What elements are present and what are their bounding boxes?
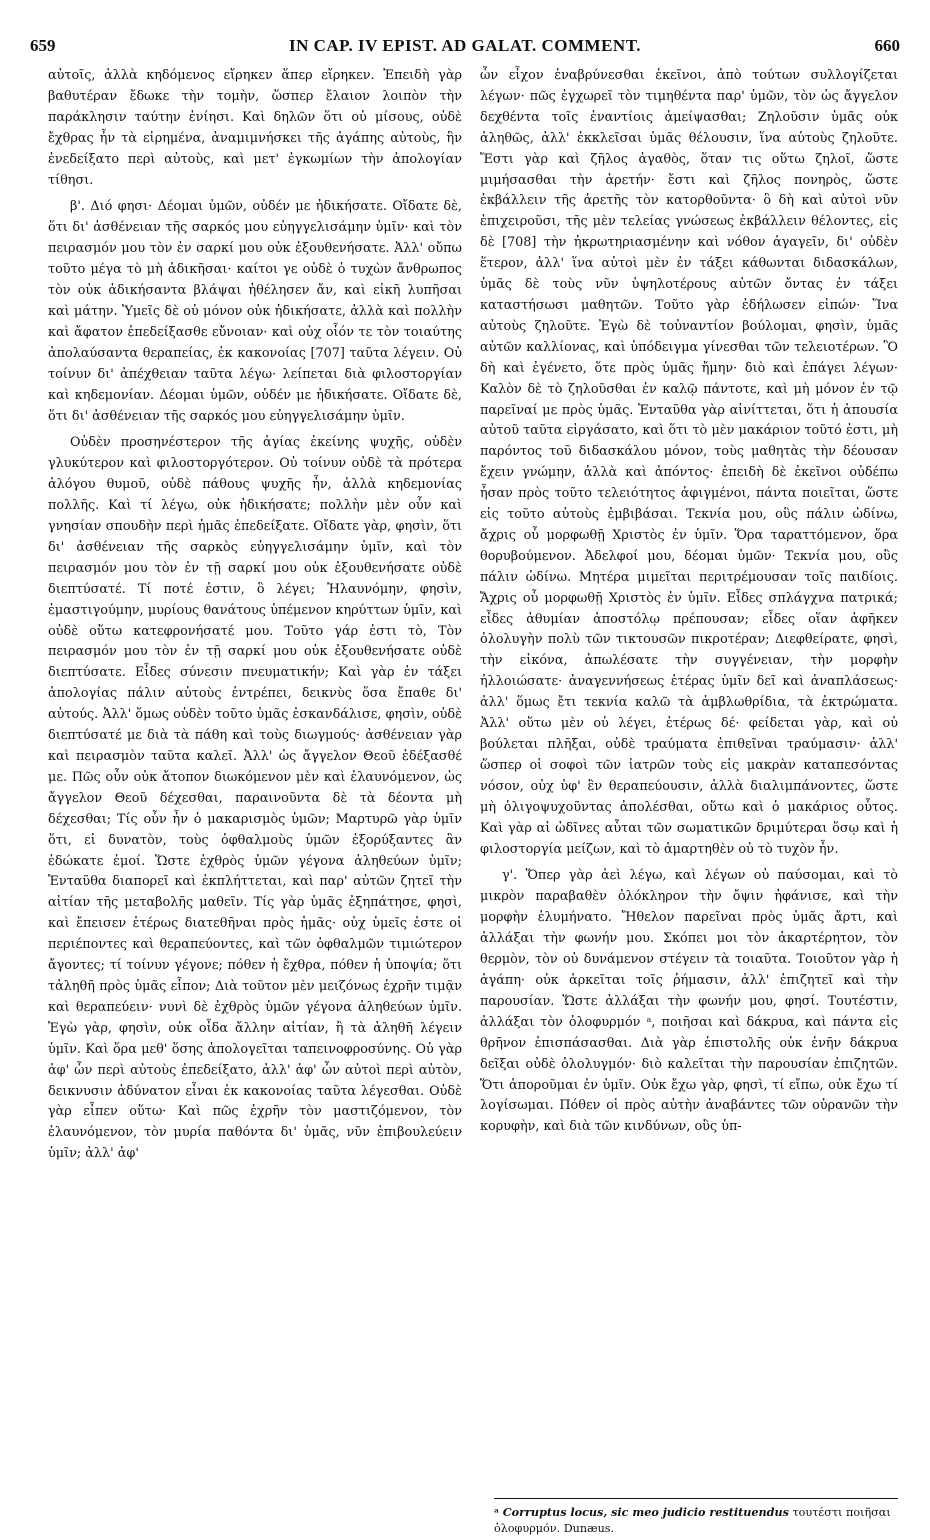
page-number-left: 659 xyxy=(30,36,56,55)
paragraph: ὧν εἶχον ἐναβρύνεσθαι ἐκεῖνοι, ἀπὸ τούτων συλλογίζεται λέγων· πῶς ἐγχωρεῖ τὸν τιμηθέντα παρ' ὑμῶν, τὸν ὡς ἄγγελον δεχθέντα τοῖς ἐναντίοις ἀμείψασθαι; Ζηλοῦσιν ὑμᾶς οὐκ ἀληθῶς, ἀλλ' ἐκκλεῖσαι ὑμᾶς θέλουσιν, ἵνα αὐτοὺς ζηλοῦτε. Ἔστι γὰρ καὶ ζῆλος ἀγαθὸς, ὅταν τις οὕτω ζηλοῖ, ὥστε μιμήσασθαι τὴν ἀρετήν· ἔστι καὶ ζῆλος πονηρὸς, ὥστε ἐκβάλλειν τῆς ἀρετῆς τὸν κατορθοῦντα· ὃ δὴ καὶ αὐτοὶ νῦν ἐπιχειροῦσι, τῆς μὲν τελείας γνώσεως ἐκβάλλειν θέλοντες, εἰς δὲ [708] τὴν ἠκρωτηριασμένην καὶ νόθον ἀγαγεῖν, δι' οὐδὲν ἕτερον, ἀλλ' ἵνα αὐτοὶ μὲν ἐν τάξει κάθωνται διδασκάλων, ὑμᾶς δὲ τοὺς νῦν ὑψηλοτέρους αὐτῶν ὄντας ἐν τάξει καταστήσωσι μαθητῶν. Τοῦτο γὰρ ἐδήλωσεν εἰπών· Ἵνα αὐτοὺς ζηλοῦτε. Ἐγὼ δὲ τοὐναντίον βούλομαι, φησὶν, ὑμᾶς αὐτῶν καλλίονας, καὶ ὑπόδειγμα γίνεσθαι τῶν τελειοτέρων. Ὃ δὴ καὶ ἐγένετο, ὅτε πρὸς ὑμᾶς ἤμην· διὸ καὶ ἐπάγει λέγων· Καλὸν δὲ τὸ ζηλοῦσθαι ἐν καλῷ πάντοτε, καὶ μὴ μόνον ἐν τῷ παρεῖναί με πρὸς ὑμᾶς. Ἐνταῦθα γὰρ αἰνίττεται, ὅτι ἡ ἀπουσία αὐτοῦ ταῦτα εἰργάσατο, καὶ ὅτι τὸ μὲν μακάριον τοῦτό ἐστι, μὴ παρόντος τοῦ διδασκάλου μόνον, τοὺς μαθητὰς τὴν δέουσαν ἔχειν γνώμην, ἀλλὰ καὶ ἀπόντος· ἐπειδὴ δὲ ἐκεῖνοι οὐδέπω ἦσαν πρὸς τοῦτο τελειότητος ἀφιγμένοι, πάντα ποιεῖται, ὥστε εἰς τοῦτο αὐτοὺς ἐμβιβάσαι. Τεκνία μου, οὓς πάλιν ὠδίνω, ἄχρις οὗ μορφωθῇ Χριστὸς ἐν ὑμῖν. Ὅρα ταραττόμενον, ὅρα θορυβούμενον. Ἀδελφοί μου, δέομαι ὑμῶν· Τεκνία μου, οὓς πάλιν ὠδίνω. Μητέρα μιμεῖται περιτρέμουσαν τοῖς παιδίοις. Ἄχρις οὗ μορφωθῇ Χριστὸς ἐν ὑμῖν. Εἶδες σπλάγχνα πατρικά; εἶδες ἀθυμίαν ἀποστόλῳ πρέπουσαν; εἶδες οἵαν ἀφῆκεν ὀλολυγὴν πολὺ τῶν τικτουσῶν πικροτέραν; Διεφθείρατε, φησὶ, τὴν εἰκόνα, ἀπωλέσατε τὴν συγγένειαν, τὴν μορφὴν ἠλλοιώσατε· ἀναγεννήσεως ἑτέρας ὑμῖν δεῖ καὶ ἀναπλάσεως· ἀλλ' ὅμως ἔτι τεκνία καλῶ τὰ ἀμβλωθρίδια, τὰ ἐκτρώματα. Ἀλλ' οὕτω μὲν οὐ λέγει, ἑτέρως δέ· φείδεται γὰρ, καὶ οὐ βούλεται πλῆξαι, οὐδὲ τραύματα ἐπιθεῖναι τραύμασιν· ἀλλ' ὥσπερ οἱ σοφοὶ τῶν ἰατρῶν τοὺς εἰς μακρὰν καταπεσόντας νόσον, οὐχ ὑφ' ἓν θεραπεύουσιν, ἀλλὰ διαλιμπάνοντες, ὥστε μὴ ὀλιγοψυχοῦντας ἀπολέσθαι, οὕτω καὶ ὁ μακάριος οὗτος. Καὶ γὰρ αἱ ὠδῖνες αὗται τῶν σωματικῶν δριμύτεραι ὅσῳ καὶ ἡ φιλοστοργία μείζων, καὶ τὸ ἁμαρτηθὲν οὐ τὸ τυχὸν ἦν. xyxy=(480,68,898,857)
paragraph: β'. Διό φησι· Δέομαι ὑμῶν, οὐδέν με ἠδικήσατε. Οἴδατε δὲ, ὅτι δι' ἀσθένειαν τῆς σαρκός μου εὐηγγελισάμην ὑμῖν· καὶ τὸν πειρασμόν μου τὸν ἐν σαρκί μου οὐκ ἐξουθενήσατε. Ἀλλ' οὔπω τοῦτο μέγα τὸ μὴ ἀδικῆσαι· καίτοι γε οὐδὲ ὁ τυχὼν ἄνθρωπος τὸν οὐκ ἀδικήσαντα βλάψαι ἠθέλησεν ἄν, καὶ εἰκῆ λυπῆσαι καὶ μάτην. Ὑμεῖς δὲ οὐ μόνον οὐκ ἠδικήσατε, ἀλλὰ καὶ πολλὴν καὶ ἄφατον ἐπεδείξασθε εὔνοιαν· καὶ οὐχ οἷόν τε τὸν τοιαύτης ἀπολαύσαντα θεραπείας, ἐκ κακονοίας [707] ταῦτα λέγειν. Οὐ τοίνυν δι' ἀπέχθειαν ταῦτα λέγω· λείπεται διὰ φιλοστοργίαν καὶ κηδεμονίαν. Δέομαι ὑμῶν, οὐδέν με ἠδικήσατε. Οἴδατε δὲ, ὅτι δι' ἀσθένειαν τῆς σαρκός μου εὐηγγελισάμην ὑμῖν. xyxy=(48,199,462,424)
left-column xyxy=(48,66,462,1165)
page-number-right: 660 xyxy=(874,36,900,55)
footnote-latin: Corruptus locus, sic meo judicio restituendus xyxy=(502,1505,789,1519)
footnote xyxy=(494,1498,898,1537)
footnote-text: τουτέστι ποιῆσαι ὀλοφυρμόν. Dunæus. xyxy=(494,1506,891,1535)
right-column xyxy=(480,66,898,1138)
footnote-marker: ᵃ xyxy=(494,1505,500,1519)
paragraph: Οὐδὲν προσηνέστερον τῆς ἁγίας ἐκείνης ψυχῆς, οὐδὲν γλυκύτερον καὶ φιλοστοργότερον. Οὐ τοίνυν οὐδὲ τὰ πρότερα ἀλόγου θυμοῦ, οὐδὲ πάθους ψυχῆς ἦν, ἀλλὰ κηδεμονίας πολλῆς. Καὶ τί λέγω, οὐκ ἠδικήσατε; πολλὴν μὲν οὖν καὶ γνησίαν σπουδὴν περὶ ἡμᾶς ἐπεδείξατε. Οἴδατε γὰρ, φησὶν, ὅτι δι' ἀσθένειαν τῆς σαρκὸς εὐηγγελισάμην ὑμῖν, καὶ τὸν πειρασμόν μου τὸν ἐν τῇ σαρκί μου οὐκ ἐξουθενήσατε οὐδὲ διεπτύσατέ. Τί ποτέ ἐστιν, ὃ λέγει; Ἠλαυνόμην, φησὶν, ἐμαστιγούμην, μυρίους θανάτους ὑπέμενον κηρύττων ὑμῖν, καὶ οὐδὲ οὕτω κατεφρονήσατέ μου. Τοῦτο γάρ ἐστι τὸ, Τὸν πειρασμόν μου τὸν ἐν τῇ σαρκί μου οὐκ ἐξουθενήσατε οὐδὲ διεπτύσατε. Εἶδες σύνεσιν πνευματικήν; Καὶ γὰρ ἐν τάξει ἀπολογίας πάλιν αὐτοὺς ἐντρέπει, δεικνὺς ὅσα ἔπαθε δι' αὐτούς. Ἀλλ' ὅμως οὐδὲν τοῦτο ὑμᾶς ἐσκανδάλισε, φησὶν, οὐδὲ διεπτύσατέ με διὰ τὰ πάθη καὶ τοὺς διωγμούς· ἀσθένειαν γὰρ καὶ πειρασμὸν ταῦτα καλεῖ. Ἀλλ' ὡς ἄγγελον Θεοῦ ἐδέξασθέ με. Πῶς οὖν οὐκ ἄτοπον διωκόμενον μὲν καὶ ἐλαυνόμενον, ὡς ἄγγελον Θεοῦ δέχεσθαι, παραινοῦντα δὲ τὰ δέοντα μὴ δέχεσθαι; Τίς οὖν ἦν ὁ μακαρισμὸς ὑμῶν; Μαρτυρῶ γὰρ ὑμῖν ὅτι, εἰ δυνατὸν, τοὺς ὀφθαλμοὺς ὑμῶν ἐξορύξαντες ἂν ἐδώκατε ἐμοί. Ὥστε ἐχθρὸς ὑμῶν γέγονα ἀληθεύων ὑμῖν; Ἐνταῦθα διαπορεῖ καὶ ἐκπλήττεται, καὶ παρ' αὐτῶν ζητεῖ τὴν αἰτίαν τῆς μεταβολῆς μαθεῖν. Τίς γὰρ ὑμᾶς ἐξηπάτησε, φησὶ, καὶ ἔπεισεν ἑτέρως διατεθῆναι πρὸς ἡμᾶς· οὐχ ὑμεῖς ἐστε οἱ περιέποντες καὶ θεραπεύοντες, καὶ τῶν ὀφθαλμῶν τιμιώτερον ἄγοντες; τί τοίνυν γέγονε; πόθεν ἡ ἔχθρα, πόθεν ἡ ὑποψία; ὅτι τἀληθῆ πρὸς ὑμᾶς εἶπον; Διὰ τοῦτον μὲν μειζόνως ἐχρῆν τιμᾷν καὶ θεραπεύειν· νυνὶ δὲ ἐχθρὸς ὑμῶν γέγονα ἀληθεύων ὑμῖν. Ἐγὼ γὰρ, φησὶν, οὐκ οἶδα ἄλλην αἰτίαν, ἢ τὰ ἀληθῆ λέγειν ὑμῖν. Καὶ ὅρα μεθ' ὅσης ἀπολογεῖται ταπεινοφροσύνης. Οὐ γὰρ ἀφ' ὧν περὶ αὐτοὺς ἐπεδείξατο, ἀλλ' ἀφ' ὧν αὐτοὶ περὶ αὐτὸν, δεικνυσιν ἀδύνατον εἶναι ἐκ κακονοίας ταῦτα λέγεσθαι. Οὐδὲ γὰρ εἶπεν οὕτω· Καὶ πῶς ἐχρῆν τὸν μαστιζόμενον, τὸν ἐλαυνόμενον, τὸν μυρία παθόντα δι' ὑμᾶς, νῦν ἐπιβουλεύειν ὑμῖν; ἀλλ' ἀφ' xyxy=(48,435,462,1162)
paragraph: αὐτοῖς, ἀλλὰ κηδόμενος εἴρηκεν ἅπερ εἴρηκεν. Ἐπειδὴ γὰρ βαθυτέραν ἔδωκε τὴν τομὴν, ὥσπερ ἔλαιον λοιπὸν τὴν παράκλησιν ταύτην ἐνίησι. Καὶ δηλῶν ὅτι οὐ μίσους, οὐδὲ ἔχθρας ἦν τὰ εἰρημένα, ἀναμιμνήσκει τῆς ἀγάπης αὐτοὺς, ἣν ἐνεδείξατο περὶ αὐτοὺς, καὶ μετ' ἐγκωμίων τὴν ἀπολογίαν τίθησι. xyxy=(48,68,462,188)
paragraph: γ'. Ὅπερ γὰρ ἀεὶ λέγω, καὶ λέγων οὐ παύσομαι, καὶ τὸ μικρὸν παραβαθὲν ὁλόκληρον τὴν ὄψιν ἠφάνισε, καὶ τὴν μορφὴν ἐλυμήνατο. Ἤθελον παρεῖναι πρὸς ὑμᾶς ἄρτι, καὶ ἀλλάξαι τὴν φωνήν μου. Σκόπει μοι τὸν ἀκαρτέρητον, τὸν θερμὸν, τὸν οὐ δυνάμενον στέγειν τὰ τοιαῦτα. Τοιοῦτον γὰρ ἡ ἀγάπη· οὐκ ἀρκεῖται τοῖς ῥήμασιν, ἀλλ' ἐπιζητεῖ καὶ τὴν παρουσίαν. Ὥστε ἀλλάξαι τὴν φωνήν μου, φησί. Τουτέστιν, ἀλλάξαι τὸν ὀλοφυρμόν ᵃ, ποιῆσαι καὶ δάκρυα, καὶ πάντα εἰς θρῆνον ἐπισπάσασθαι. Διὰ γὰρ ἐπιστολῆς οὐκ ἐνῆν δάκρυα δεῖξαι οὐδὲ ὀλολυγμόν· διὸ καλεῖται τὴν παρουσίαν ἐπιζητῶν. Ὅτι ἀποροῦμαι ἐν ὑμῖν. Οὐκ ἔχω γὰρ, φησὶ, τί εἴπω, οὐκ ἔχω τί λογίσωμαι. Πόθεν οἱ πρὸς αὐτὴν ἀναβάντες τῶν οὐρανῶν τὴν κορυφὴν, καὶ διὰ τῶν κινδύνων, οὓς ὑπ- xyxy=(480,868,898,1135)
running-title: IN CAP. IV EPIST. AD GALAT. COMMENT. xyxy=(288,36,642,55)
page-header xyxy=(30,36,900,58)
